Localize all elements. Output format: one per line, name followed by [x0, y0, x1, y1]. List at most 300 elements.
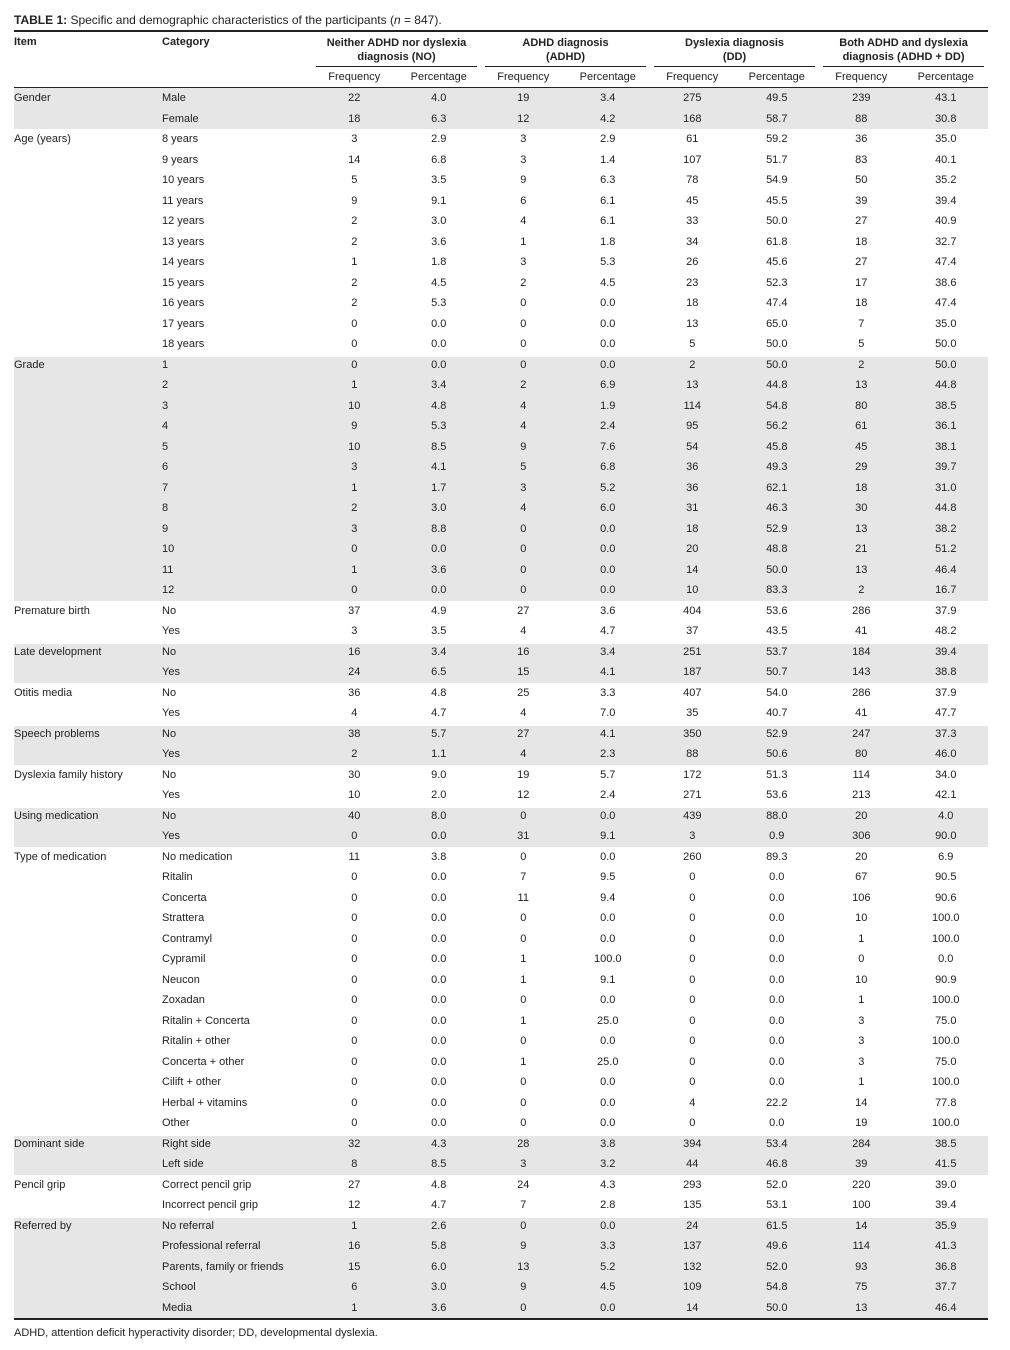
table-row: [14, 1113, 988, 1134]
table-row: [14, 273, 988, 294]
frequency-cell: 0: [351, 1055, 358, 1068]
frequency-cell: 30: [819, 498, 904, 519]
frequency-cell: 18: [650, 519, 735, 540]
table-row: [14, 744, 988, 765]
table-row: [14, 1277, 988, 1298]
frequency-cell: 0: [520, 338, 527, 350]
table-label: TABLE 1:: [14, 13, 68, 27]
percentage-cell: 51.7: [766, 153, 788, 166]
percentage-cell: 39.4: [935, 194, 957, 207]
percentage-cell: 3.4: [397, 375, 482, 396]
frequency-cell: 0: [520, 994, 527, 1006]
frequency-cell: 2: [650, 355, 735, 376]
frequency-cell: 275: [650, 88, 735, 109]
percentage-cell: 4.2: [566, 109, 651, 130]
percentage-cell: 6.3: [600, 174, 616, 186]
table-row: [14, 724, 988, 745]
frequency-cell: 9: [481, 437, 566, 458]
category-cell: 12 years: [162, 215, 205, 227]
frequency-cell: 78: [686, 174, 699, 186]
item-cell: [14, 929, 162, 950]
frequency-cell: 350: [650, 724, 735, 745]
frequency-cell: 24: [650, 1216, 735, 1237]
frequency-cell: 36: [819, 129, 904, 150]
percentage-cell: 38.1: [904, 437, 989, 458]
table-row: [14, 785, 988, 806]
category-cell: Incorrect pencil grip: [162, 1199, 258, 1211]
category-cell: No: [162, 806, 312, 827]
header-group-both: Both ADHD and dyslexia diagnosis (ADHD + DD): [819, 31, 988, 67]
percentage-cell: 49.6: [735, 1236, 820, 1257]
frequency-cell: 0: [351, 953, 358, 965]
table-row: [14, 437, 988, 458]
percentage-cell: 44.8: [904, 498, 989, 519]
frequency-cell: 61: [650, 129, 735, 150]
item-cell: [14, 621, 162, 642]
percentage-cell: 6.9: [904, 847, 989, 868]
percentage-cell: 7.6: [566, 437, 651, 458]
category-cell: 8 years: [162, 129, 312, 150]
percentage-cell: 6.8: [566, 457, 651, 478]
percentage-cell: 32.7: [935, 235, 957, 248]
category-cell: Yes: [162, 744, 312, 765]
table-row: [14, 867, 988, 888]
table-row: [14, 1031, 988, 1052]
frequency-cell: 67: [855, 871, 868, 883]
item-cell: Otitis media: [14, 683, 162, 704]
caption-n: n: [393, 13, 401, 27]
frequency-cell: 2: [351, 276, 358, 289]
table-row: [14, 170, 988, 191]
table-row: [14, 1134, 988, 1155]
header-frequency: Frequency: [819, 67, 904, 88]
frequency-cell: 3: [312, 457, 397, 478]
frequency-cell: 23: [686, 276, 699, 289]
item-cell: [14, 1052, 162, 1073]
frequency-cell: 1: [312, 375, 397, 396]
frequency-cell: 16: [481, 642, 566, 663]
caption-text-end: = 847).: [400, 13, 442, 27]
percentage-cell: 4.7: [431, 1199, 447, 1211]
frequency-cell: 439: [650, 806, 735, 827]
table-footnote: ADHD, attention deficit hyperactivity disorder; DD, developmental dyslexia.: [14, 1327, 378, 1339]
percentage-cell: 0.0: [769, 1035, 785, 1047]
percentage-cell: 5.8: [397, 1236, 482, 1257]
percentage-cell: 22.2: [766, 1096, 788, 1109]
item-cell: [14, 785, 162, 806]
frequency-cell: 0: [520, 1035, 527, 1047]
percentage-cell: 52.0: [735, 1257, 820, 1278]
frequency-cell: 13: [819, 375, 904, 396]
percentage-cell: 0.0: [769, 912, 785, 924]
frequency-cell: 1: [858, 932, 865, 945]
frequency-cell: 0: [689, 1035, 696, 1047]
percentage-cell: 47.4: [935, 297, 957, 309]
percentage-cell: 0.0: [769, 891, 785, 904]
header-percentage: Percentage: [566, 67, 651, 88]
percentage-cell: 3.8: [397, 847, 482, 868]
table-row: [14, 539, 988, 560]
percentage-cell: 0.0: [566, 1216, 651, 1237]
frequency-cell: 2: [312, 498, 397, 519]
frequency-cell: 407: [650, 683, 735, 704]
frequency-cell: 44: [650, 1154, 735, 1175]
percentage-cell: 31.0: [904, 478, 989, 499]
percentage-cell: 50.6: [735, 744, 820, 765]
table-row: [14, 293, 988, 314]
item-cell: Grade: [14, 355, 162, 376]
table-row: [14, 1011, 988, 1032]
frequency-cell: 3: [481, 1154, 566, 1175]
percentage-cell: 37.9: [904, 601, 989, 622]
frequency-cell: 3: [858, 1055, 865, 1068]
percentage-cell: 6.8: [431, 153, 447, 166]
table-row: [14, 642, 988, 663]
percentage-cell: 83.3: [735, 580, 820, 601]
frequency-cell: 0: [689, 891, 696, 904]
frequency-cell: 3: [481, 478, 566, 499]
category-cell: Ritalin + Concerta: [162, 1014, 250, 1027]
percentage-cell: 3.5: [431, 174, 447, 186]
percentage-cell: 0.0: [600, 932, 616, 945]
percentage-cell: 4.3: [397, 1134, 482, 1155]
frequency-cell: 0: [689, 973, 696, 986]
frequency-cell: 41: [855, 625, 868, 637]
frequency-cell: 2: [481, 375, 566, 396]
percentage-cell: 0.0: [431, 953, 447, 965]
percentage-cell: 0.0: [600, 297, 616, 309]
percentage-cell: 0.0: [566, 355, 651, 376]
percentage-cell: 1.9: [566, 396, 651, 417]
frequency-cell: 4: [481, 744, 566, 765]
category-cell: Strattera: [162, 912, 205, 924]
participants-table: [14, 30, 988, 1320]
table-row: [14, 765, 988, 786]
percentage-cell: 37.9: [904, 683, 989, 704]
frequency-cell: 2: [312, 744, 397, 765]
percentage-cell: 4.5: [600, 276, 616, 289]
frequency-cell: 20: [819, 847, 904, 868]
category-cell: Cypramil: [162, 953, 206, 965]
category-cell: 7: [162, 478, 312, 499]
item-cell: [14, 1236, 162, 1257]
frequency-cell: 3: [520, 153, 527, 166]
percentage-cell: 50.0: [735, 560, 820, 581]
frequency-cell: 1: [520, 1055, 527, 1068]
item-cell: Pencil grip: [14, 1175, 162, 1196]
table-row: [14, 1175, 988, 1196]
item-cell: [14, 273, 162, 294]
percentage-cell: 0.0: [769, 1076, 785, 1088]
frequency-cell: 3: [650, 826, 735, 847]
category-cell: No: [162, 683, 312, 704]
percentage-cell: 8.5: [397, 437, 482, 458]
percentage-cell: 4.0: [904, 806, 989, 827]
percentage-cell: 50.0: [766, 338, 788, 350]
percentage-cell: 2.6: [397, 1216, 482, 1237]
frequency-cell: 93: [819, 1257, 904, 1278]
frequency-cell: 95: [650, 416, 735, 437]
percentage-cell: 38.6: [935, 276, 957, 289]
percentage-cell: 61.8: [766, 235, 788, 248]
percentage-cell: 39.7: [904, 457, 989, 478]
frequency-cell: 1: [520, 1014, 527, 1027]
percentage-cell: 1.1: [397, 744, 482, 765]
frequency-cell: 100: [852, 1199, 871, 1211]
percentage-cell: 1.8: [431, 256, 447, 268]
frequency-cell: 10: [312, 437, 397, 458]
frequency-cell: 80: [819, 744, 904, 765]
header-item: Item: [14, 36, 37, 48]
frequency-cell: 16: [312, 1236, 397, 1257]
category-cell: 16 years: [162, 297, 205, 309]
percentage-cell: 47.4: [766, 297, 788, 309]
frequency-cell: 88: [819, 109, 904, 130]
frequency-cell: 50: [855, 174, 868, 186]
frequency-cell: 3: [858, 1014, 865, 1027]
percentage-cell: 46.3: [735, 498, 820, 519]
percentage-cell: 0.0: [600, 1117, 616, 1129]
item-cell: [14, 703, 162, 724]
percentage-cell: 39.4: [904, 642, 989, 663]
item-cell: Referred by: [14, 1216, 162, 1237]
percentage-cell: 53.4: [735, 1134, 820, 1155]
percentage-cell: 52.9: [735, 724, 820, 745]
percentage-cell: 0.0: [769, 1014, 785, 1027]
category-cell: 2: [162, 375, 312, 396]
header-group-no: Neither ADHD nor dyslexia diagnosis (NO): [312, 31, 481, 67]
category-cell: 17 years: [162, 317, 205, 330]
category-cell: Left side: [162, 1154, 312, 1175]
percentage-cell: 3.6: [397, 1298, 482, 1320]
item-cell: [14, 1072, 162, 1093]
frequency-cell: 7: [520, 1199, 527, 1211]
frequency-cell: 247: [819, 724, 904, 745]
item-cell: [14, 970, 162, 991]
percentage-cell: 4.9: [397, 601, 482, 622]
frequency-cell: 0: [689, 912, 696, 924]
percentage-cell: 51.2: [904, 539, 989, 560]
percentage-cell: 36.1: [904, 416, 989, 437]
table-row: [14, 990, 988, 1011]
header-frequency: Frequency: [481, 67, 566, 88]
frequency-cell: 0: [351, 891, 358, 904]
frequency-cell: 75: [819, 1277, 904, 1298]
frequency-cell: 24: [481, 1175, 566, 1196]
frequency-cell: 18: [855, 297, 868, 309]
percentage-cell: 3.6: [431, 235, 447, 248]
percentage-cell: 47.7: [935, 707, 957, 719]
percentage-cell: 6.5: [397, 662, 482, 683]
percentage-cell: 41.3: [904, 1236, 989, 1257]
category-cell: No: [162, 642, 312, 663]
header-percentage: Percentage: [397, 67, 482, 88]
item-cell: [14, 170, 162, 191]
frequency-cell: 0: [689, 1117, 696, 1129]
frequency-cell: 137: [650, 1236, 735, 1257]
percentage-cell: 0.0: [397, 539, 482, 560]
frequency-cell: 0: [351, 317, 358, 330]
frequency-cell: 0: [481, 1298, 566, 1320]
percentage-cell: 50.0: [766, 215, 788, 227]
percentage-cell: 0.0: [600, 317, 616, 330]
table-row: [14, 929, 988, 950]
percentage-cell: 3.2: [566, 1154, 651, 1175]
percentage-cell: 0.0: [566, 580, 651, 601]
percentage-cell: 3.3: [566, 683, 651, 704]
percentage-cell: 3.4: [397, 642, 482, 663]
frequency-cell: 0: [520, 912, 527, 924]
percentage-cell: 53.6: [735, 601, 820, 622]
percentage-cell: 54.9: [766, 174, 788, 186]
frequency-cell: 39: [855, 194, 868, 207]
frequency-cell: 4: [520, 625, 527, 637]
item-cell: Type of medication: [14, 847, 162, 868]
percentage-cell: 90.9: [935, 973, 957, 986]
percentage-cell: 45.6: [766, 256, 788, 268]
table-row: [14, 88, 988, 109]
percentage-cell: 4.1: [397, 457, 482, 478]
frequency-cell: 0: [689, 994, 696, 1006]
frequency-cell: 0: [481, 519, 566, 540]
item-cell: [14, 1093, 162, 1114]
percentage-cell: 0.0: [431, 338, 447, 350]
frequency-cell: 3: [858, 1035, 865, 1047]
frequency-cell: 13: [819, 519, 904, 540]
percentage-cell: 0.0: [397, 580, 482, 601]
percentage-cell: 40.7: [766, 707, 788, 719]
frequency-cell: 2: [351, 297, 358, 309]
percentage-cell: 9.4: [600, 891, 616, 904]
frequency-cell: 41: [855, 707, 868, 719]
percentage-cell: 2.8: [600, 1199, 616, 1211]
item-cell: [14, 109, 162, 130]
percentage-cell: 53.7: [735, 642, 820, 663]
frequency-cell: 35: [686, 707, 699, 719]
percentage-cell: 90.6: [935, 891, 957, 904]
table-row: [14, 314, 988, 335]
category-cell: 9 years: [162, 153, 199, 166]
category-cell: 13 years: [162, 235, 205, 248]
category-cell: 11 years: [162, 194, 204, 207]
item-cell: [14, 314, 162, 335]
percentage-cell: 2.3: [566, 744, 651, 765]
table-row: [14, 683, 988, 704]
percentage-cell: 52.0: [735, 1175, 820, 1196]
percentage-cell: 43.1: [904, 88, 989, 109]
frequency-cell: 12: [348, 1199, 361, 1211]
percentage-cell: 50.7: [735, 662, 820, 683]
percentage-cell: 4.3: [566, 1175, 651, 1196]
category-cell: Professional referral: [162, 1236, 312, 1257]
frequency-cell: 286: [819, 683, 904, 704]
percentage-cell: 88.0: [735, 806, 820, 827]
percentage-cell: 59.2: [735, 129, 820, 150]
percentage-cell: 50.0: [735, 355, 820, 376]
item-cell: [14, 334, 162, 355]
percentage-cell: 37.7: [904, 1277, 989, 1298]
frequency-cell: 13: [650, 375, 735, 396]
percentage-cell: 0.9: [735, 826, 820, 847]
item-cell: [14, 867, 162, 888]
frequency-cell: 14: [819, 1216, 904, 1237]
percentage-cell: 62.1: [735, 478, 820, 499]
percentage-cell: 6.9: [566, 375, 651, 396]
percentage-cell: 2.9: [397, 129, 482, 150]
frequency-cell: 5: [481, 457, 566, 478]
percentage-cell: 61.5: [735, 1216, 820, 1237]
frequency-cell: 2: [520, 276, 527, 289]
percentage-cell: 0.0: [938, 953, 954, 965]
category-cell: Yes: [162, 625, 180, 637]
item-cell: Dyslexia family history: [14, 765, 162, 786]
frequency-cell: 40: [312, 806, 397, 827]
percentage-cell: 46.4: [904, 560, 989, 581]
percentage-cell: 4.7: [600, 625, 616, 637]
frequency-cell: 0: [520, 1076, 527, 1088]
frequency-cell: 4: [520, 215, 527, 227]
percentage-cell: 0.0: [431, 1014, 447, 1027]
frequency-cell: 9: [520, 174, 527, 186]
percentage-cell: 0.0: [769, 953, 785, 965]
category-cell: No medication: [162, 847, 312, 868]
frequency-cell: 114: [819, 1236, 904, 1257]
frequency-cell: 29: [819, 457, 904, 478]
frequency-cell: 18: [312, 109, 397, 130]
item-cell: [14, 949, 162, 970]
frequency-cell: 4: [689, 1096, 696, 1109]
percentage-cell: 4.8: [397, 683, 482, 704]
percentage-cell: 4.1: [566, 724, 651, 745]
frequency-cell: 4: [481, 498, 566, 519]
table-row: [14, 416, 988, 437]
percentage-cell: 45.8: [735, 437, 820, 458]
percentage-cell: 8.8: [397, 519, 482, 540]
percentage-cell: 0.0: [397, 355, 482, 376]
frequency-cell: 0: [689, 1055, 696, 1068]
percentage-cell: 3.5: [431, 625, 447, 637]
percentage-cell: 100.0: [932, 1035, 960, 1047]
frequency-cell: 220: [819, 1175, 904, 1196]
category-cell: Neucon: [162, 973, 200, 986]
percentage-cell: 5.2: [566, 1257, 651, 1278]
frequency-cell: 1: [351, 256, 358, 268]
frequency-cell: 0: [689, 871, 696, 883]
percentage-cell: 5.3: [397, 416, 482, 437]
category-cell: Parents, family or friends: [162, 1257, 312, 1278]
category-cell: Ritalin + other: [162, 1035, 231, 1047]
percentage-cell: 39.4: [935, 1199, 957, 1211]
percentage-cell: 4.5: [566, 1277, 651, 1298]
frequency-cell: 5: [858, 338, 865, 350]
frequency-cell: 21: [819, 539, 904, 560]
category-cell: Concerta: [162, 891, 207, 904]
percentage-cell: 0.0: [566, 847, 651, 868]
item-cell: [14, 1154, 162, 1175]
frequency-cell: 38: [312, 724, 397, 745]
category-cell: Correct pencil grip: [162, 1175, 312, 1196]
category-cell: 10 years: [162, 174, 205, 186]
percentage-cell: 58.7: [735, 109, 820, 130]
table-row: [14, 1216, 988, 1237]
percentage-cell: 5.7: [566, 765, 651, 786]
item-cell: [14, 457, 162, 478]
percentage-cell: 0.0: [431, 1096, 447, 1109]
percentage-cell: 40.9: [935, 215, 957, 227]
table-row: [14, 1093, 988, 1114]
percentage-cell: 38.2: [904, 519, 989, 540]
item-cell: [14, 1257, 162, 1278]
